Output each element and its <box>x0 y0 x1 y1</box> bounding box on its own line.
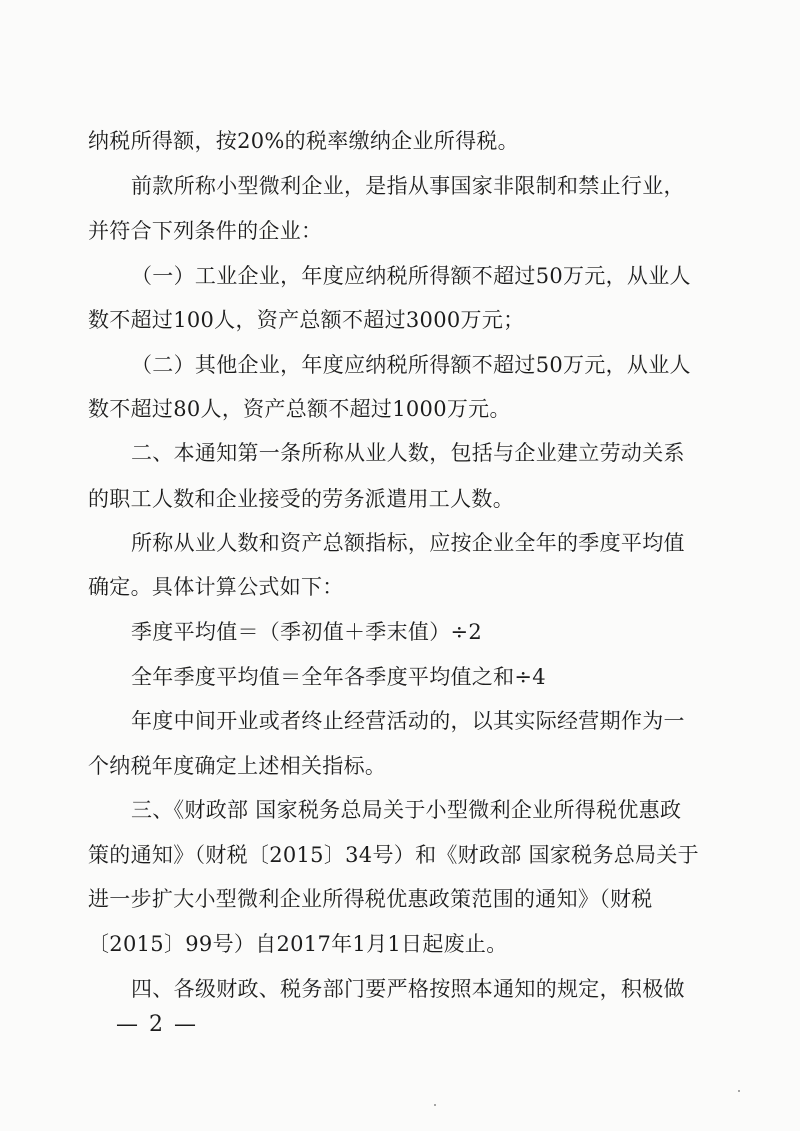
text-line: 年度中间开业或者终止经营活动的，以其实际经营期作为一 <box>131 709 685 733</box>
text-line: 所称从业人数和资产总额指标，应按企业全年的季度平均值 <box>131 531 685 555</box>
text-line: （二）其他企业，年度应纳税所得额不超过50万元，从业人 <box>131 353 691 377</box>
text-line: 确定。具体计算公式如下： <box>88 575 344 599</box>
text-line: 二、本通知第一条所称从业人数，包括与企业建立劳动关系 <box>131 441 685 465</box>
text-line: 〔2015〕99号）自2017年1月1日起废止。 <box>88 932 508 956</box>
text-line: 数不超过80人，资产总额不超过1000万元。 <box>88 397 511 421</box>
text-line: 的职工人数和企业接受的劳务派遣用工人数。 <box>88 487 514 511</box>
text-line: （一）工业企业，年度应纳税所得额不超过50万元，从业人 <box>131 264 691 288</box>
page-number: — 2 — <box>116 1012 198 1037</box>
text-line: 四、各级财政、税务部门要严格按照本通知的规定，积极做 <box>131 977 685 1001</box>
scan-speck <box>434 1104 436 1106</box>
text-line: 纳税所得额，按20%的税率缴纳企业所得税。 <box>88 129 519 153</box>
text-line: 进一步扩大小型微利企业所得税优惠政策范围的通知》（财税 <box>88 887 653 911</box>
text-line: 数不超过100人，资产总额不超过3000万元； <box>88 308 525 332</box>
text-line: 三、《财政部 国家税务总局关于小型微利企业所得税优惠政 <box>131 798 682 822</box>
text-line: 全年季度平均值＝全年各季度平均值之和÷4 <box>131 665 546 689</box>
text-line: 并符合下列条件的企业： <box>88 219 323 243</box>
scan-speck <box>738 1090 740 1092</box>
text-line: 季度平均值＝（季初值＋季末值）÷2 <box>131 620 483 644</box>
text-line: 个纳税年度确定上述相关指标。 <box>88 754 387 778</box>
text-line: 前款所称小型微利企业，是指从事国家非限制和禁止行业， <box>131 174 685 198</box>
text-line: 策的通知》（财税〔2015〕34号）和《财政部 国家税务总局关于 <box>88 843 699 867</box>
